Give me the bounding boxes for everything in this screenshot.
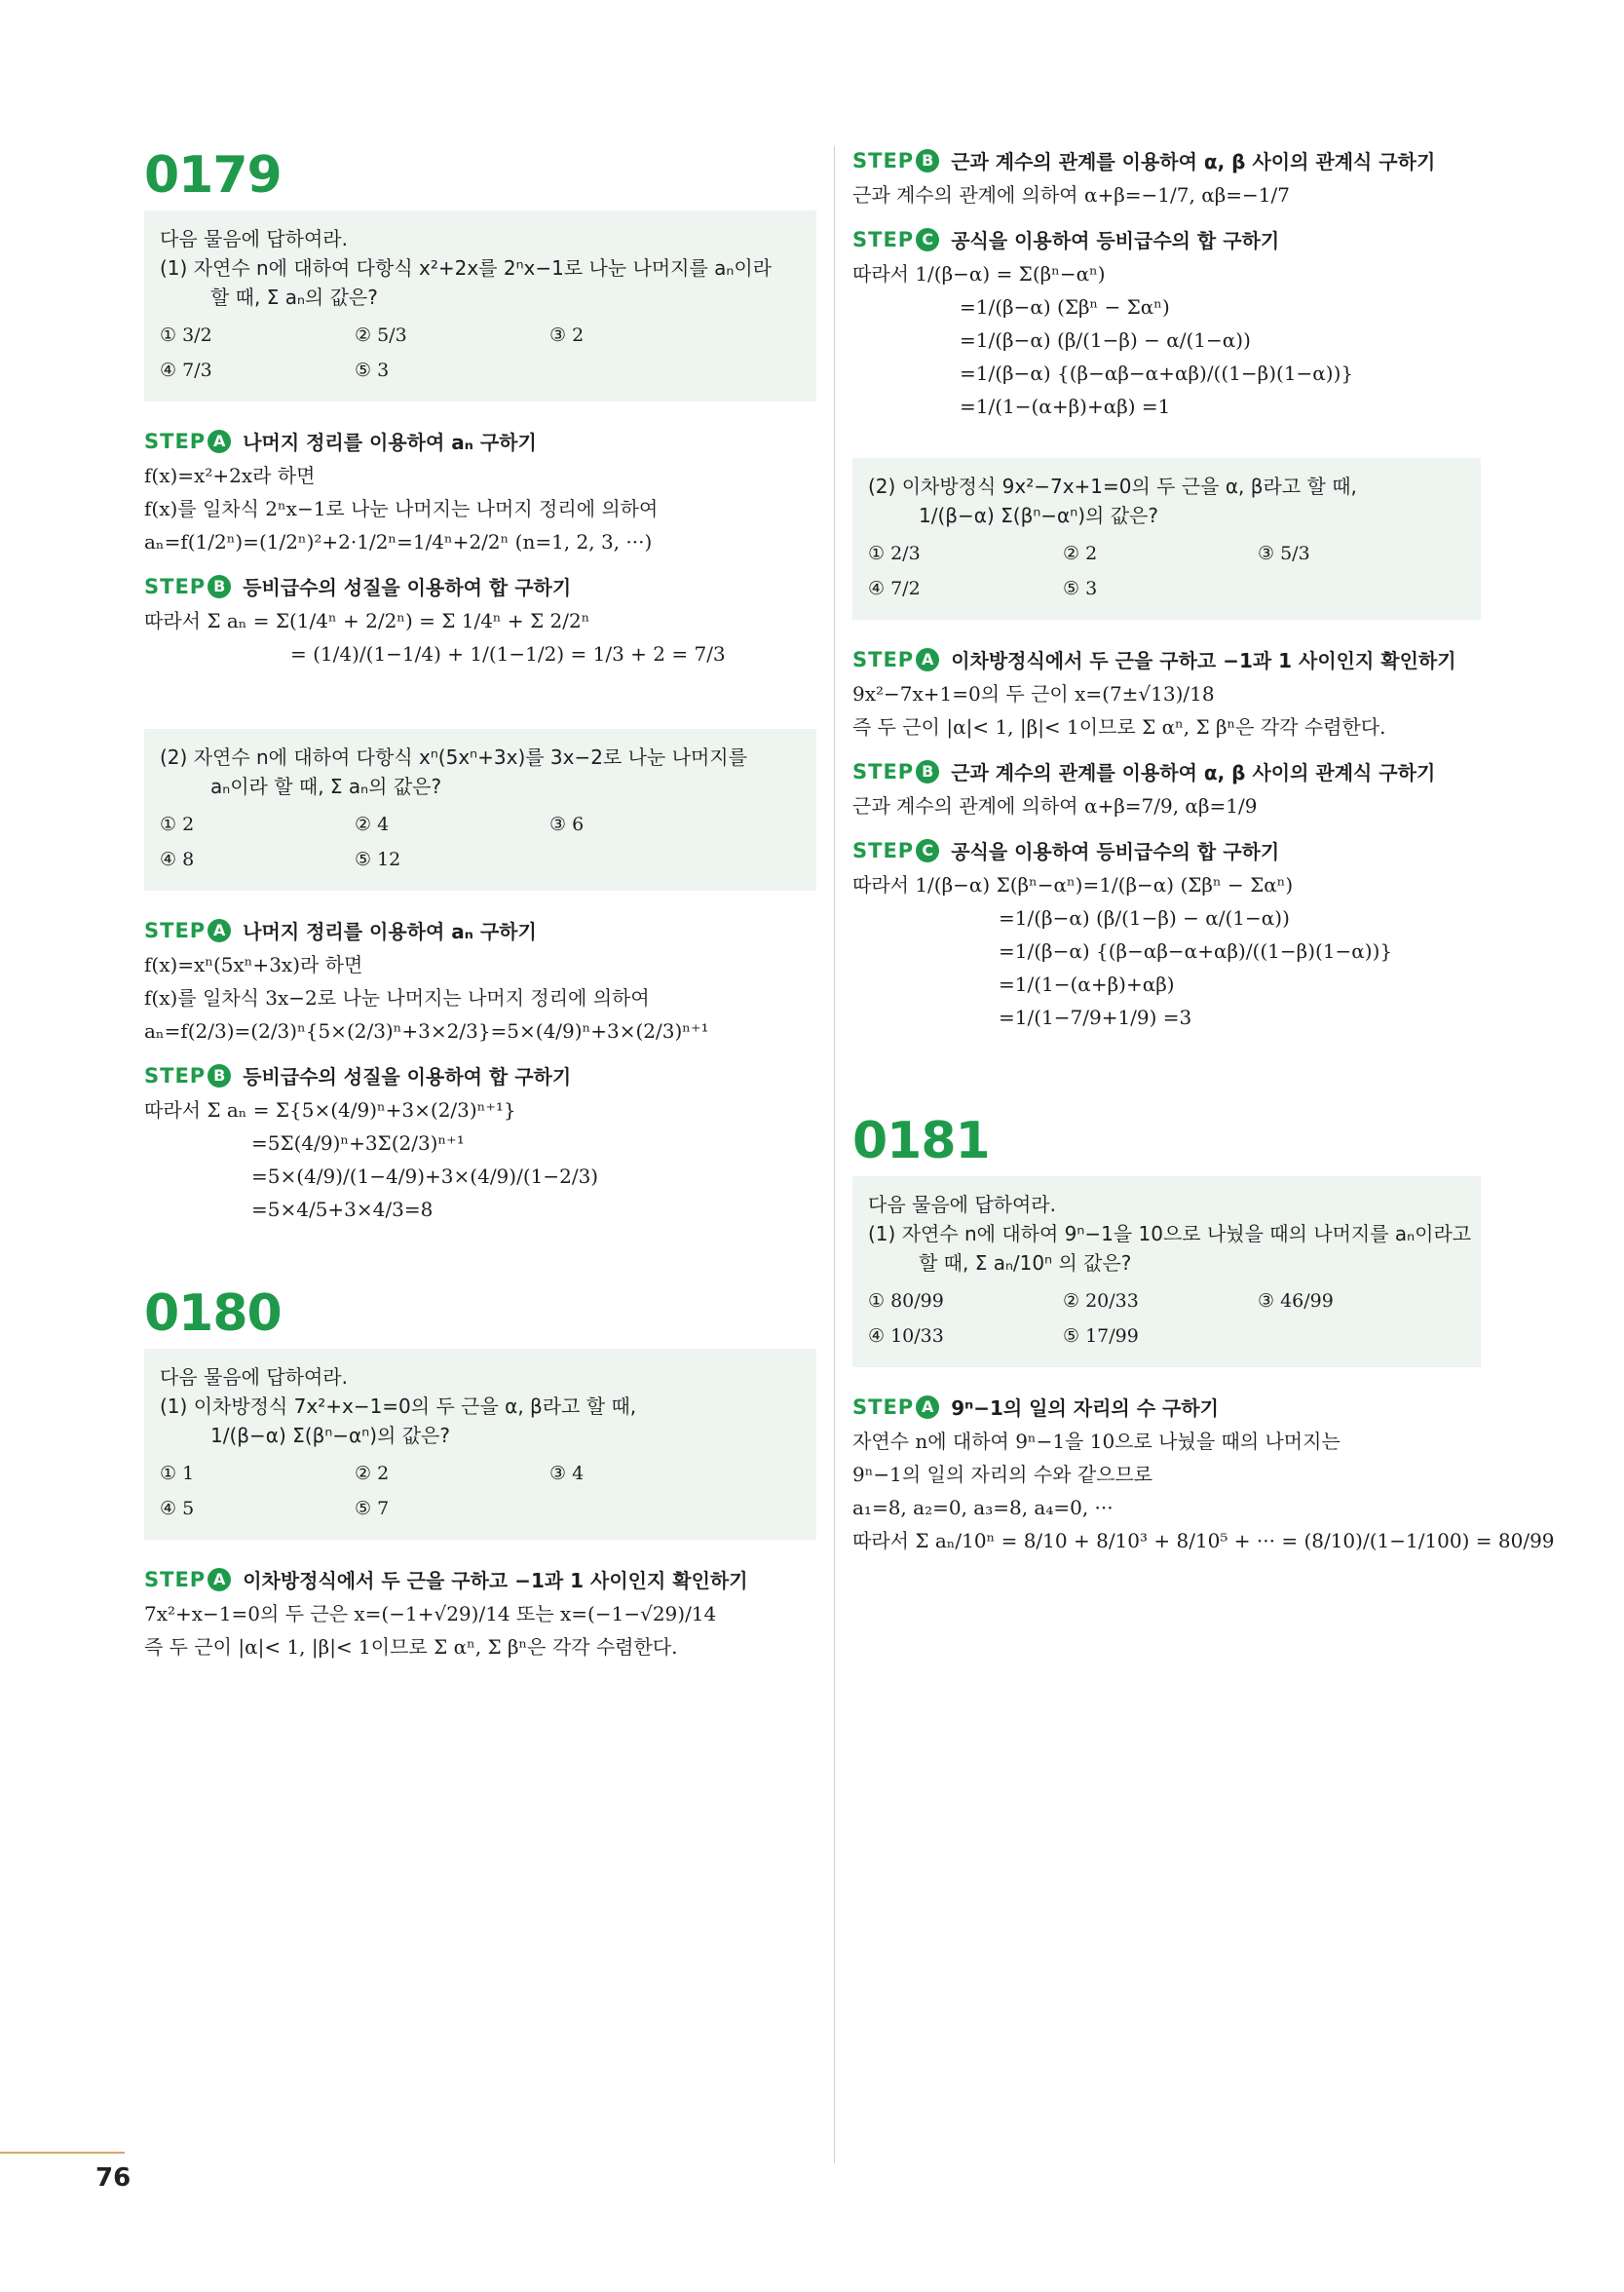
step-title: 근과 계수의 관계를 이용하여 α, β 사이의 관계식 구하기: [951, 150, 1436, 173]
solution-line: 따라서 Σ aₙ = Σ{5×(4/9)ⁿ+3×(2/3)ⁿ⁺¹}: [144, 1098, 516, 1122]
solution-line: =1/(β−α) (β/(1−β) − α/(1−α)): [999, 906, 1290, 930]
step-letter-badge: A: [916, 648, 939, 671]
answer-choice: ③ 5/3: [1258, 543, 1310, 564]
solution-line: = (1/4)/(1−1/4) + 1/(1−1/2) = 1/3 + 2 = 7/3: [290, 642, 726, 666]
solution-line: =5×4/5+3×4/3=8: [251, 1198, 434, 1221]
step-label: STEP: [144, 918, 207, 942]
step-heading: [852, 645, 1481, 673]
answer-choice: ① 2: [160, 814, 195, 835]
question-text: (2) 자연수 n에 대하여 다항식 xⁿ(5xⁿ+3x)를 3x−2로 나눈 나머지를: [160, 745, 747, 769]
step-heading: [852, 225, 1481, 253]
answer-choice: ① 80/99: [868, 1290, 944, 1312]
question-intro: 다음 물음에 답하여라.: [868, 1193, 1056, 1216]
solution-line: 따라서 Σ aₙ/10ⁿ = 8/10 + 8/10³ + 8/10⁵ + ··· = (8/10)/(1−1/100) = 80/99: [852, 1529, 1555, 1552]
answer-choice: ③ 2: [549, 325, 585, 346]
step-heading: [852, 146, 1481, 174]
step-letter-badge: A: [208, 919, 231, 942]
question-box: [852, 458, 1481, 620]
question-box: [852, 1176, 1481, 1367]
question-text: 할 때, Σ aₙ의 값은?: [210, 286, 378, 309]
question-text: 1/(β−α) Σ(βⁿ−αⁿ)의 값은?: [919, 504, 1158, 527]
left-column: [144, 146, 816, 1663]
solution-line: =5Σ(4/9)ⁿ+3Σ(2/3)ⁿ⁺¹: [251, 1131, 465, 1155]
step-letter-badge: C: [916, 839, 939, 862]
step-label: STEP: [144, 1567, 207, 1591]
solution-line: 즉 두 근이 |α|< 1, |β|< 1이므로 Σ αⁿ, Σ βⁿ은 각각 수렴한다.: [144, 1635, 678, 1659]
solution-line: f(x)를 일차식 2ⁿx−1로 나눈 나머지는 나머지 정리에 의하여: [144, 497, 659, 520]
step-title: 등비급수의 성질을 이용하여 합 구하기: [243, 576, 572, 599]
step-heading: [852, 836, 1481, 864]
answer-choice: ④ 7/3: [160, 360, 212, 381]
solution-line: aₙ=f(2/3)=(2/3)ⁿ{5×(2/3)ⁿ+3×2/3}=5×(4/9)ⁿ+3×(2/3)ⁿ⁺¹: [144, 1019, 709, 1043]
question-box: [144, 1349, 816, 1540]
answer-choice: ③ 46/99: [1258, 1290, 1334, 1312]
step-title: 등비급수의 성질을 이용하여 합 구하기: [243, 1065, 572, 1089]
question-text: 할 때, Σ aₙ/10ⁿ 의 값은?: [919, 1251, 1132, 1275]
answer-choices: [160, 1456, 801, 1526]
question-text: 1/(β−α) Σ(βⁿ−αⁿ)의 값은?: [210, 1424, 450, 1447]
answer-choices: [160, 807, 801, 877]
answer-choices: [868, 1283, 1465, 1354]
step-title: 근과 계수의 관계를 이용하여 α, β 사이의 관계식 구하기: [951, 761, 1436, 784]
answer-choice: ② 20/33: [1063, 1290, 1139, 1312]
solution-line: 근과 계수의 관계에 의하여 α+β=−1/7, αβ=−1/7: [852, 183, 1290, 207]
solution-line: a₁=8, a₂=0, a₃=8, a₄=0, ···: [852, 1496, 1114, 1519]
answer-choice: ③ 4: [549, 1463, 585, 1484]
solution-line: 7x²+x−1=0의 두 근은 x=(−1+√29)/14 또는 x=(−1−√29)/14: [144, 1602, 717, 1625]
step-label: STEP: [852, 838, 915, 862]
step-letter-badge: C: [916, 228, 939, 251]
step-heading: [144, 427, 816, 455]
question-intro: 다음 물음에 답하여라.: [160, 1365, 348, 1389]
question-box: [144, 210, 816, 401]
solution-line: f(x)=x²+2x라 하면: [144, 464, 316, 487]
answer-choice: ④ 8: [160, 849, 195, 870]
step-label: STEP: [144, 429, 207, 453]
step-letter-badge: B: [208, 575, 231, 598]
answer-choices: [160, 318, 801, 388]
answer-choice: ④ 5: [160, 1498, 195, 1519]
step-letter-badge: B: [916, 760, 939, 783]
step-label: STEP: [852, 148, 915, 172]
solution-line: 9ⁿ−1의 일의 자리의 수와 같으므로: [852, 1463, 1153, 1486]
step-heading: [144, 1565, 816, 1593]
solution-line: 따라서 1/(β−α) Σ(βⁿ−αⁿ)=1/(β−α) (Σβⁿ − Σαⁿ): [852, 873, 1294, 897]
answer-choice: ⑤ 12: [355, 849, 401, 870]
answer-choice: ② 2: [1063, 543, 1098, 564]
column-divider: [834, 146, 835, 2163]
step-title: 나머지 정리를 이용하여 aₙ 구하기: [243, 920, 537, 943]
solution-line: 즉 두 근이 |α|< 1, |β|< 1이므로 Σ αⁿ, Σ βⁿ은 각각 수렴한다.: [852, 715, 1386, 739]
step-title: 공식을 이용하여 등비급수의 합 구하기: [951, 840, 1280, 863]
question-intro: 다음 물음에 답하여라.: [160, 227, 348, 250]
step-label: STEP: [852, 647, 915, 671]
step-label: STEP: [144, 574, 207, 598]
answer-choice: ⑤ 3: [355, 360, 390, 381]
step-letter-badge: A: [208, 430, 231, 453]
solution-line: 근과 계수의 관계에 의하여 α+β=7/9, αβ=1/9: [852, 794, 1258, 818]
solution-line: =1/(β−α) {(β−αβ−α+αβ)/((1−β)(1−α))}: [999, 939, 1393, 963]
answer-choice: ⑤ 17/99: [1063, 1325, 1139, 1347]
question-text: (1) 이차방정식 7x²+x−1=0의 두 근을 α, β라고 할 때,: [160, 1394, 637, 1418]
step-title: 이차방정식에서 두 근을 구하고 −1과 1 사이인지 확인하기: [243, 1569, 748, 1592]
step-title: 9ⁿ−1의 일의 자리의 수 구하기: [951, 1396, 1219, 1420]
step-heading: [852, 1393, 1481, 1421]
step-letter-badge: A: [916, 1395, 939, 1419]
answer-choice: ② 4: [355, 814, 390, 835]
answer-choice: ① 2/3: [868, 543, 921, 564]
footer-rule: [0, 2152, 125, 2154]
answer-choice: ④ 7/2: [868, 578, 921, 599]
answer-choice: ③ 6: [549, 814, 585, 835]
step-title: 나머지 정리를 이용하여 aₙ 구하기: [243, 431, 537, 454]
step-label: STEP: [144, 1063, 207, 1088]
answer-choice: ⑤ 3: [1063, 578, 1098, 599]
answer-choices: [868, 536, 1465, 606]
step-title: 이차방정식에서 두 근을 구하고 −1과 1 사이인지 확인하기: [951, 649, 1456, 672]
problem-number: 0181: [852, 1112, 990, 1170]
step-label: STEP: [852, 1394, 915, 1419]
step-heading: [144, 1061, 816, 1089]
step-letter-badge: B: [916, 149, 939, 172]
solution-line: =1/(β−α) (β/(1−β) − α/(1−α)): [960, 328, 1251, 352]
step-label: STEP: [852, 759, 915, 783]
answer-choice: ① 3/2: [160, 325, 212, 346]
solution-line: =1/(1−7/9+1/9) =3: [999, 1006, 1192, 1029]
answer-choice: ⑤ 7: [355, 1498, 390, 1519]
solution-line: 따라서 1/(β−α) = Σ(βⁿ−αⁿ): [852, 262, 1106, 286]
solution-line: aₙ=f(1/2ⁿ)=(1/2ⁿ)²+2·1/2ⁿ=1/4ⁿ+2/2ⁿ (n=1, 2, 3, ···): [144, 530, 653, 554]
answer-choice: ① 1: [160, 1463, 195, 1484]
solution-line: 따라서 Σ aₙ = Σ(1/4ⁿ + 2/2ⁿ) = Σ 1/4ⁿ + Σ 2/2ⁿ: [144, 609, 590, 632]
question-box: [144, 729, 816, 891]
answer-choice: ② 5/3: [355, 325, 407, 346]
solution-line: 9x²−7x+1=0의 두 근이 x=(7±√13)/18: [852, 682, 1215, 706]
step-label: STEP: [852, 227, 915, 251]
solution-line: 자연수 n에 대하여 9ⁿ−1을 10으로 나눴을 때의 나머지는: [852, 1430, 1341, 1453]
answer-choice: ② 2: [355, 1463, 390, 1484]
solution-line: =1/(β−α) {(β−αβ−α+αβ)/((1−β)(1−α))}: [960, 362, 1354, 385]
step-heading: [144, 916, 816, 944]
step-letter-badge: A: [208, 1568, 231, 1591]
solution-line: =5×(4/9)/(1−4/9)+3×(4/9)/(1−2/3): [251, 1165, 599, 1188]
problem-number: 0180: [144, 1284, 282, 1343]
solution-line: f(x)를 일차식 3x−2로 나눈 나머지는 나머지 정리에 의하여: [144, 986, 650, 1010]
question-text: (2) 이차방정식 9x²−7x+1=0의 두 근을 α, β라고 할 때,: [868, 475, 1357, 498]
page-number: 76: [95, 2163, 132, 2193]
step-heading: [852, 757, 1481, 785]
step-title: 공식을 이용하여 등비급수의 합 구하기: [951, 229, 1280, 252]
answer-choice: ④ 10/33: [868, 1325, 944, 1347]
question-text: (1) 자연수 n에 대하여 다항식 x²+2x를 2ⁿx−1로 나눈 나머지를 aₙ이라: [160, 256, 773, 280]
solution-line: =1/(β−α) (Σβⁿ − Σαⁿ): [960, 295, 1170, 319]
right-column: [852, 146, 1555, 1557]
solution-line: f(x)=xⁿ(5xⁿ+3x)라 하면: [144, 953, 363, 976]
step-letter-badge: B: [208, 1064, 231, 1088]
solution-line: =1/(1−(α+β)+αβ) =1: [960, 395, 1171, 418]
question-text: aₙ이라 할 때, Σ aₙ의 값은?: [210, 775, 442, 798]
problem-number: 0179: [144, 146, 282, 205]
solution-line: =1/(1−(α+β)+αβ): [999, 973, 1175, 996]
step-heading: [144, 572, 816, 600]
question-text: (1) 자연수 n에 대하여 9ⁿ−1을 10으로 나눴을 때의 나머지를 aₙ이라고: [868, 1222, 1472, 1245]
